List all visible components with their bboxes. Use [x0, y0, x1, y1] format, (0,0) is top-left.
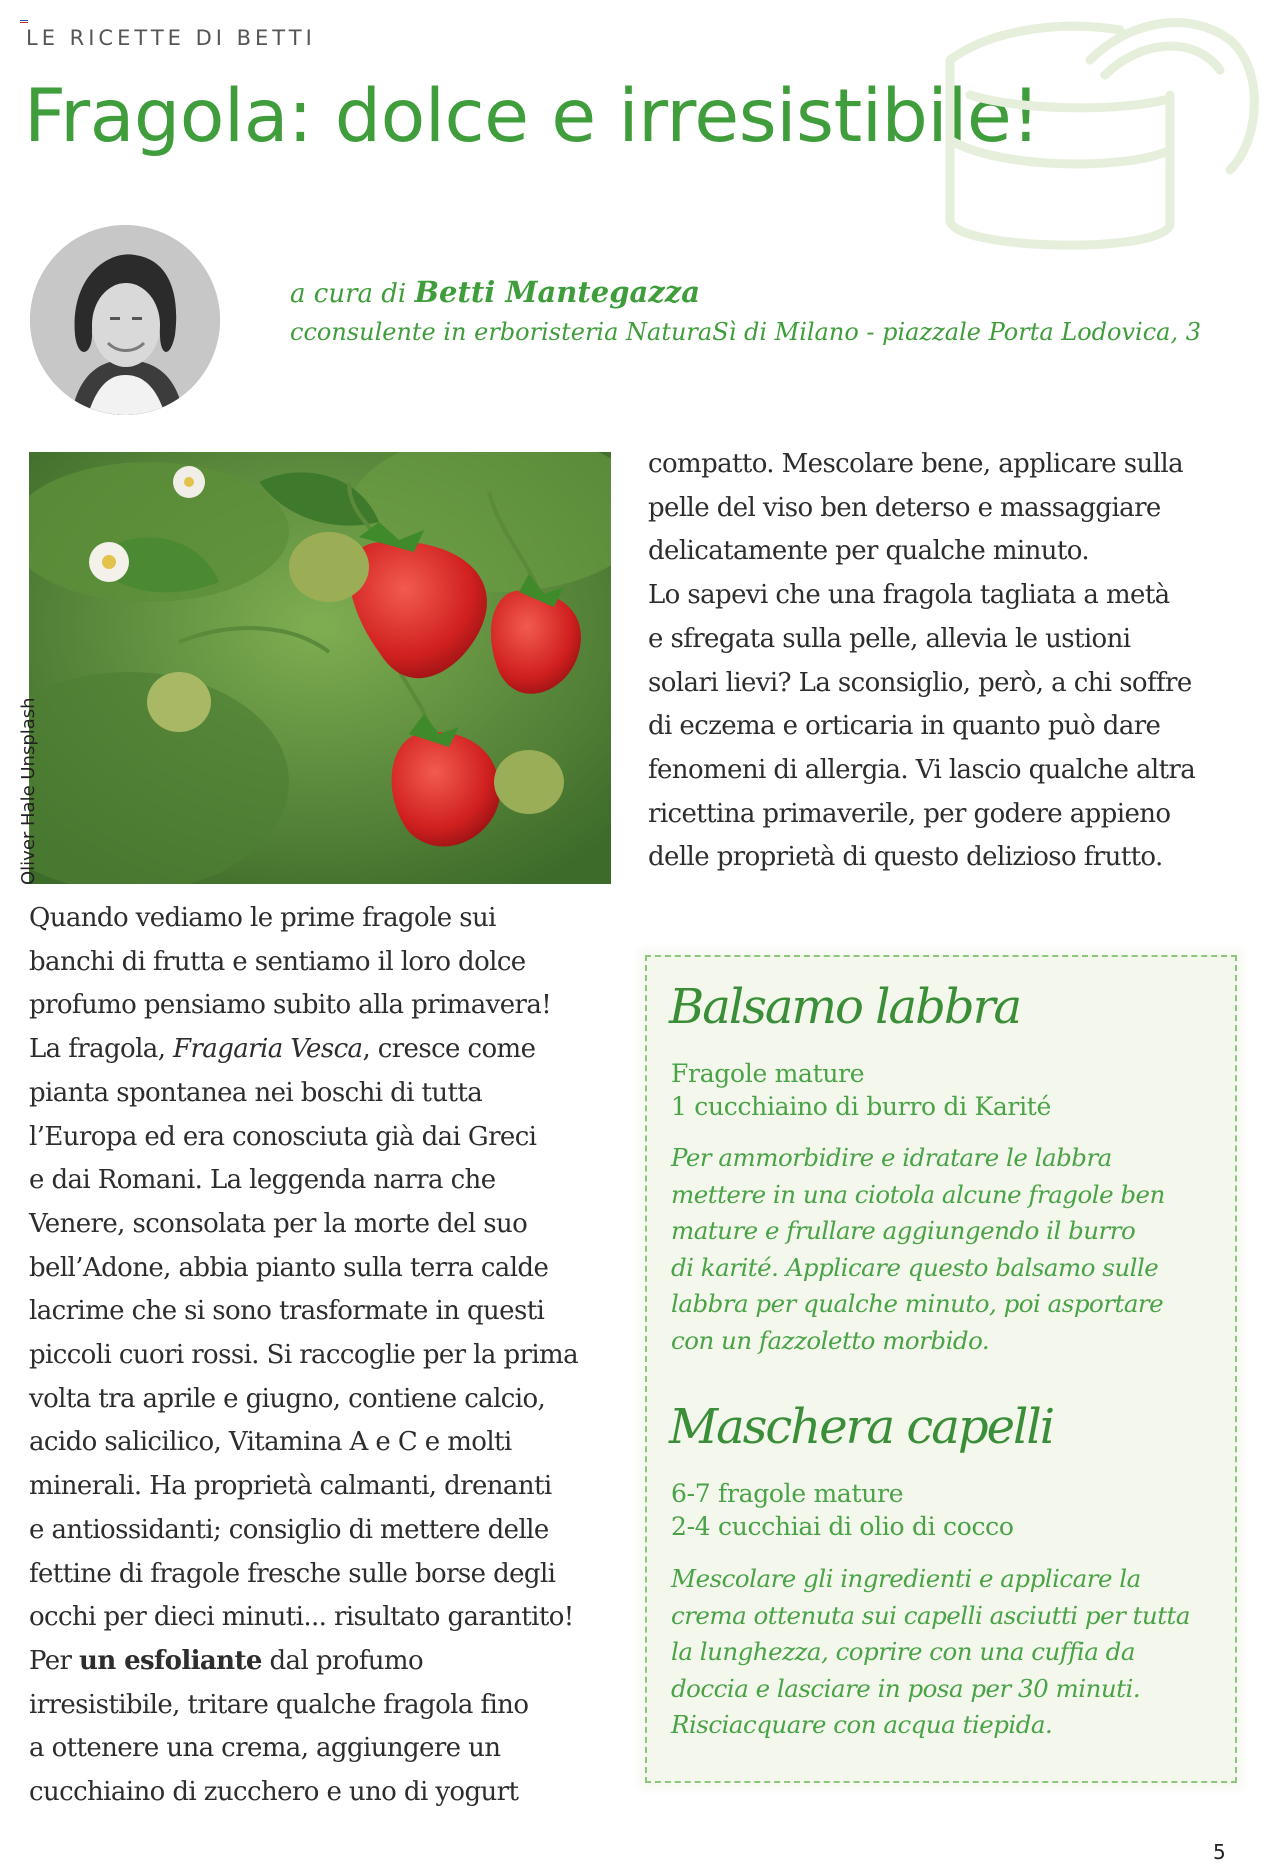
article-line: l’Europa ed era conosciuta già dai Greci — [29, 1121, 537, 1152]
method-line: Risciacquare con acqua tiepida. — [671, 1710, 1053, 1739]
article-line: acido salicilico, Vitamina A e C e molti — [29, 1427, 512, 1458]
article-line: a ottenere una crema, aggiungere un — [29, 1733, 501, 1764]
section-marker — [20, 20, 28, 24]
article-line: compatto. Mescolare bene, applicare sulla — [648, 449, 1183, 479]
section-label: LE RICETTE DI BETTI — [26, 26, 316, 50]
article-text: La fragola, — [29, 1034, 174, 1065]
article-line — [29, 1640, 619, 1684]
article-line: delicatamente per qualche minuto. — [648, 536, 1090, 567]
article-line: Venere, sconsolata per la morte del suo — [29, 1208, 528, 1239]
recipe-title: Balsamo labbra — [669, 979, 1021, 1035]
article-line: pianta spontanea nei boschi di tutta — [29, 1077, 483, 1108]
article-line: banchi di frutta e sentiamo il loro dolce — [29, 946, 526, 977]
byline-prefix: a cura di — [290, 279, 407, 309]
article-line: profumo pensiamo subito alla primavera! — [29, 990, 552, 1021]
article-line: piccoli cuori rossi. Si raccoglie per la prima — [29, 1340, 578, 1371]
article-line: minerali. Ha proprietà calmanti, drenanti — [29, 1471, 552, 1502]
author-portrait — [30, 225, 220, 415]
article-line: solari lievi? La sconsiglio, però, a chi soffre — [648, 667, 1192, 698]
article-line: lacrime che si sono trasformate in questi — [29, 1296, 545, 1327]
article-line: cucchiaino di zucchero e uno di yogurt — [29, 1777, 519, 1808]
recipe-box — [645, 955, 1237, 1783]
article-line: di eczema e orticaria in quanto può dare — [648, 711, 1161, 742]
recipe-title: Maschera capelli — [669, 1399, 1054, 1455]
article-line: occhi per dieci minuti... risultato garantito! — [29, 1602, 574, 1633]
article-line: volta tra aprile e giugno, contiene calcio, — [29, 1383, 546, 1414]
article-line: e sfregata sulla pelle, allevia le ustioni — [648, 623, 1131, 654]
ingredient-line: 6-7 fragole mature — [671, 1479, 904, 1508]
article-line: fenomeni di allergia. Vi lascio qualche altra — [648, 754, 1196, 785]
article-line: irresistibile, tritare qualche fragola fino — [29, 1689, 529, 1720]
method-line: mettere in una ciotola alcune fragole ben — [671, 1179, 1165, 1209]
article-line: Lo sapevi che una fragola tagliata a metà — [648, 580, 1170, 611]
article-line — [29, 1028, 619, 1072]
method-line: Mescolare gli ingredienti e applicare la — [671, 1564, 1141, 1593]
method-line: la lunghezza, coprire con una cuffia da — [671, 1637, 1135, 1666]
strawberry-photo — [29, 452, 611, 884]
article-line: bell’Adone, abbia pianto sulla terra calde — [29, 1252, 549, 1283]
page-title: Fragola: dolce e irresistibile! — [24, 74, 1041, 159]
method-line: mature e frullare aggiungendo il burro — [671, 1216, 1136, 1245]
article-line: e antiossidanti; consiglio di mettere delle — [29, 1514, 549, 1545]
article-text: , cresce come — [362, 1034, 536, 1065]
byline — [290, 275, 700, 309]
article-line: ricettina primaverile, per godere appieno — [648, 798, 1171, 829]
method-line: Per ammorbidire e idratare le labbra — [671, 1143, 1112, 1172]
highlight-text: un esfoliante — [79, 1645, 262, 1676]
article-line: fettine di fragole fresche sulle borse degli — [29, 1558, 556, 1589]
latin-name: Fragaria Vesca — [173, 1034, 363, 1065]
article-line: Quando vediamo le prime fragole sui — [29, 903, 496, 933]
page-number: 5 — [1213, 1840, 1226, 1864]
article-text: dal profumo — [261, 1645, 424, 1676]
ingredient-line: Fragole mature — [671, 1059, 865, 1088]
recipe-method — [671, 1140, 1165, 1359]
method-line: di karité. Applicare questo balsamo sulle — [671, 1252, 1159, 1282]
method-line: crema ottenuta sui capelli asciutti per tutta — [671, 1600, 1191, 1630]
article-right-column — [648, 443, 1248, 880]
author-name: Betti Mantegazza — [414, 275, 700, 309]
article-text: Per — [29, 1645, 80, 1676]
recipe-ingredients — [671, 1477, 1014, 1543]
article-line: e dai Romani. La leggenda narra che — [29, 1165, 496, 1196]
article-line: delle proprietà di questo delizioso frutto. — [648, 842, 1163, 873]
ingredient-line: 1 cucchiaino di burro di Karité — [671, 1092, 1052, 1121]
method-line: labbra per qualche minuto, poi asportare — [671, 1289, 1164, 1318]
article-left-column — [29, 897, 619, 1815]
author-role: cconsulente in erboristeria NaturaSì di Milano - piazzale Porta Lodovica, 3 — [290, 318, 1201, 346]
method-line: con un fazzoletto morbido. — [671, 1325, 990, 1355]
recipe-method — [671, 1561, 1190, 1744]
method-line: doccia e lasciare in posa per 30 minuti. — [671, 1673, 1141, 1703]
recipe-ingredients — [671, 1057, 1051, 1123]
cream-jar-icon — [930, 0, 1270, 275]
article-line: pelle del viso ben deterso e massaggiare — [648, 492, 1161, 523]
photo-credit: Oliver Hale Unsplash — [18, 697, 39, 885]
ingredient-line: 2-4 cucchiai di olio di cocco — [671, 1512, 1014, 1541]
